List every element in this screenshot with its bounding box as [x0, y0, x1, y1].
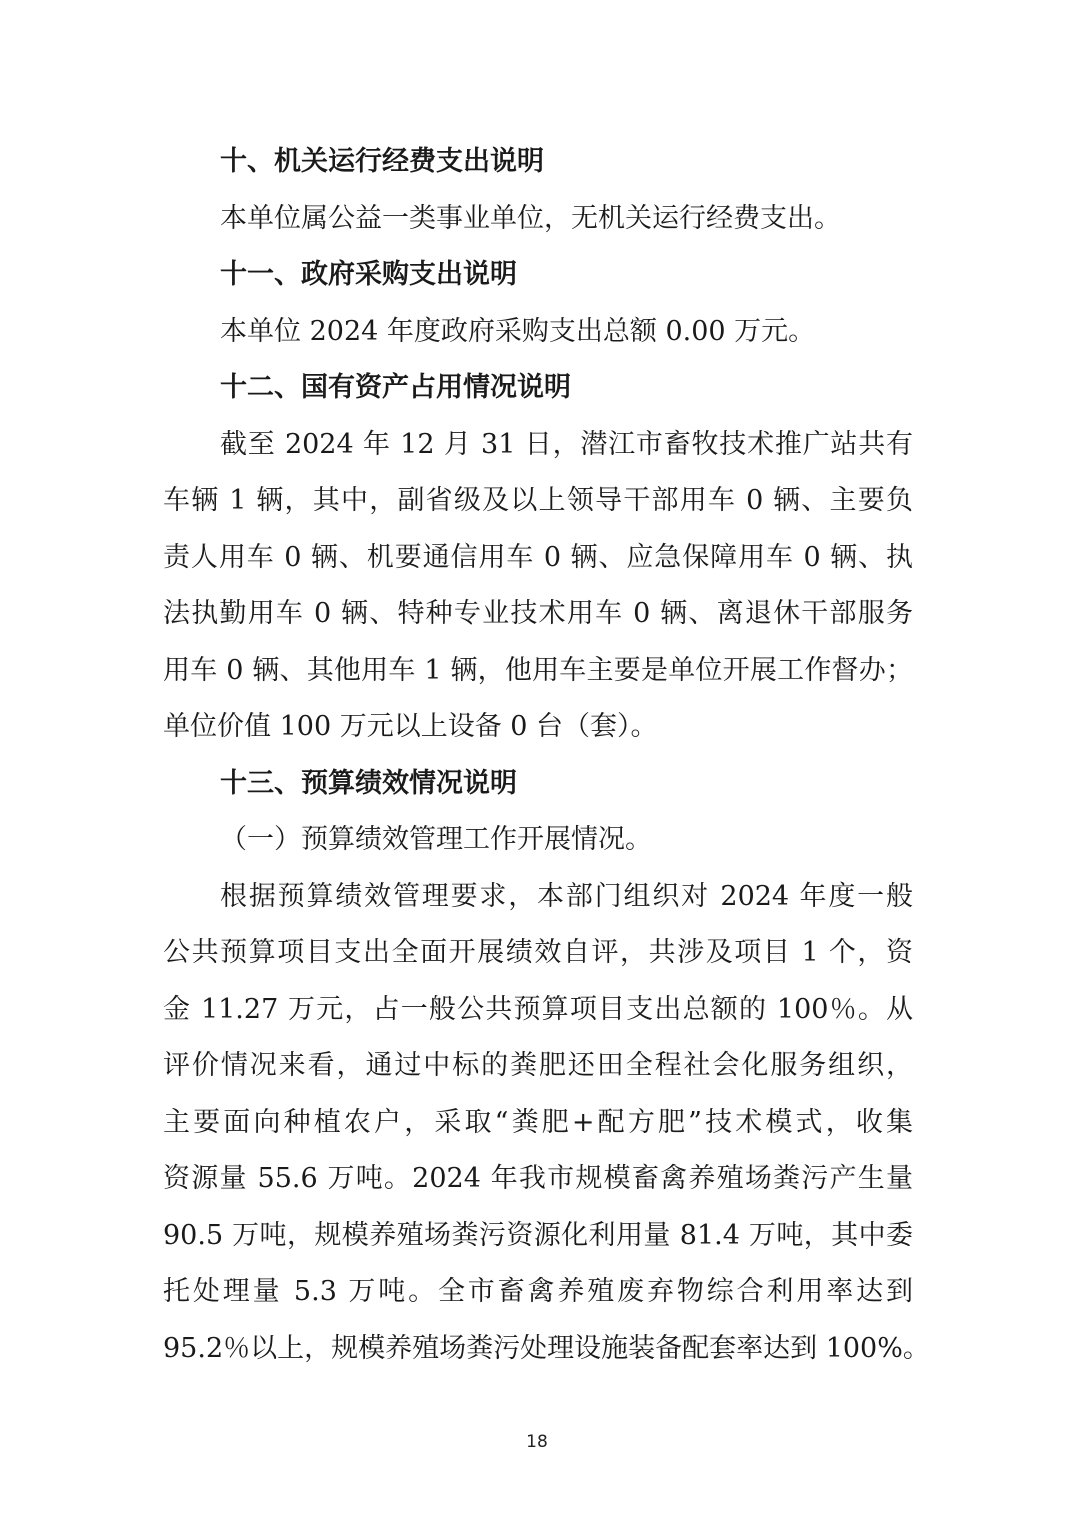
section-heading-10: 十、机关运行经费支出说明 [220, 146, 544, 177]
paragraph-line: 金 11.27 万元，占一般公共预算项目支出总额的 100％。从 [163, 993, 913, 1025]
paragraph-line: 截至 2024 年 12 月 31 日，潜江市畜牧技术推广站共有 [220, 428, 913, 460]
paragraph-line: 公共预算项目支出全面开展绩效自评，共涉及项目 1 个，资 [163, 937, 913, 968]
paragraph-line: 托处理量 5.3 万吨。全市畜禽养殖废弃物综合利用率达到 [163, 1276, 913, 1307]
paragraph-line: 本单位属公益一类事业单位，无机关运行经费支出。 [220, 202, 841, 234]
paragraph-line: 本单位 2024 年度政府采购支出总额 0.00 万元。 [220, 315, 816, 347]
paragraph-line: 根据预算绩效管理要求，本部门组织对 2024 年度一般 [220, 880, 913, 912]
paragraph-line: 责人用车 0 辆、机要通信用车 0 辆、应急保障用车 0 辆、执 [163, 541, 913, 573]
paragraph-line: 评价情况来看，通过中标的粪肥还田全程社会化服务组织， [163, 1050, 913, 1081]
document-page [163, 134, 930, 1377]
paragraph-line: 95.2％以上，规模养殖场粪污处理设施装备配套率达到 100%。 [163, 1332, 930, 1364]
section-heading-11: 十一、政府采购支出说明 [220, 259, 517, 290]
section-heading-12: 十二、国有资产占用情况说明 [220, 372, 571, 403]
paragraph-line: 单位价值 100 万元以上设备 0 台（套）。 [163, 711, 658, 742]
paragraph-line: 法执勤用车 0 辆、特种专业技术用车 0 辆、离退休干部服务 [163, 598, 913, 629]
paragraph-line: 车辆 1 辆，其中，副省级及以上领导干部用车 0 辆、主要负 [163, 485, 913, 516]
section-heading-13: 十三、预算绩效情况说明 [220, 767, 517, 799]
paragraph-line: 主要面向种植农户，采取“粪肥+配方肥”技术模式，收集 [163, 1106, 913, 1138]
paragraph-line: 资源量 55.6 万吨。2024 年我市规模畜禽养殖场粪污产生量 [163, 1163, 913, 1194]
paragraph-line: 90.5 万吨，规模养殖场粪污资源化利用量 81.4 万吨，其中委 [163, 1219, 913, 1251]
subsection-heading: （一）预算绩效管理工作开展情况。 [220, 824, 652, 855]
page-number: 18 [526, 1432, 548, 1452]
paragraph-line: 用车 0 辆、其他用车 1 辆，他用车主要是单位开展工作督办； [163, 654, 913, 686]
